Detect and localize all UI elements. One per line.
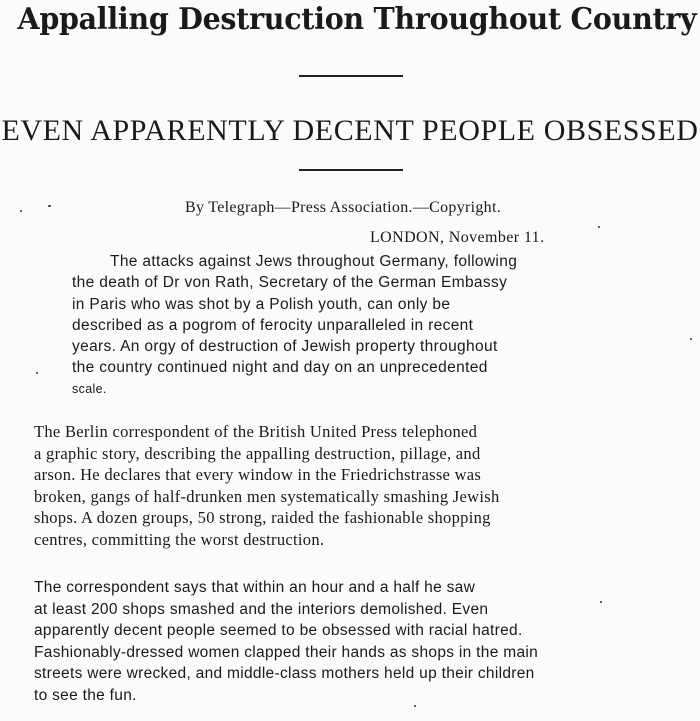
body-line: broken, gangs of half-drunken men systematically smashing Jewish (34, 486, 500, 506)
print-speck (414, 705, 416, 707)
lead-line: in Paris who was shot by a Polish youth, can only be (72, 295, 451, 313)
lead-line: the death of Dr von Rath, Secretary of the German Embassy (72, 274, 508, 292)
paragraph-berlin-correspondent (34, 421, 662, 550)
body-line: centres, committing the worst destruction. (34, 529, 325, 549)
print-speck (36, 372, 38, 374)
paragraph-correspondent-says (34, 577, 666, 706)
lead-line: scale. (72, 381, 107, 396)
print-speck (20, 210, 22, 212)
body-line: The Berlin correspondent of the British United Press telephoned (34, 422, 478, 441)
lead-paragraph (72, 251, 628, 400)
body-line: a graphic story, describing the appalling destruction, pillage, and (34, 443, 481, 463)
byline: By Telegraph—Press Association.—Copyright. (184, 199, 502, 216)
print-speck (598, 226, 600, 228)
body-line: Fashionably-dressed women clapped their hands as shops in the main (34, 643, 539, 661)
dateline: LONDON, November 11. (370, 229, 545, 246)
subheadline-divider (299, 169, 403, 171)
lead-line: The attacks against Jews throughout Germany, following (110, 253, 518, 270)
body-line: apparently decent people seemed to be obsessed with racial hatred. (34, 622, 523, 639)
headline: Appalling Destruction Throughout Country (17, 2, 697, 37)
body-line: to see the fun. (34, 686, 137, 704)
body-line: at least 200 shops smashed and the interiors demolished. Even (34, 600, 489, 618)
body-line: streets were wrecked, and middle-class mothers held up their children (34, 665, 535, 682)
body-line: The correspondent says that within an hour and a half he saw (34, 579, 476, 596)
body-line: shops. A dozen groups, 50 strong, raided the fashionable shopping (34, 508, 491, 527)
print-speck (48, 205, 51, 207)
print-speck (690, 338, 692, 340)
lead-line: described as a pogrom of ferocity unparalleled in recent (72, 316, 474, 334)
subheadline: EVEN APPARENTLY DECENT PEOPLE OBSESSED (1, 114, 699, 147)
body-line: arson. He declares that every window in the Friedrichstrasse was (34, 465, 482, 484)
print-speck (600, 601, 602, 603)
headline-divider (299, 75, 403, 77)
lead-line: years. An orgy of destruction of Jewish property throughout (72, 338, 498, 356)
lead-line: the country continued night and day on an unprecedented (72, 359, 488, 377)
